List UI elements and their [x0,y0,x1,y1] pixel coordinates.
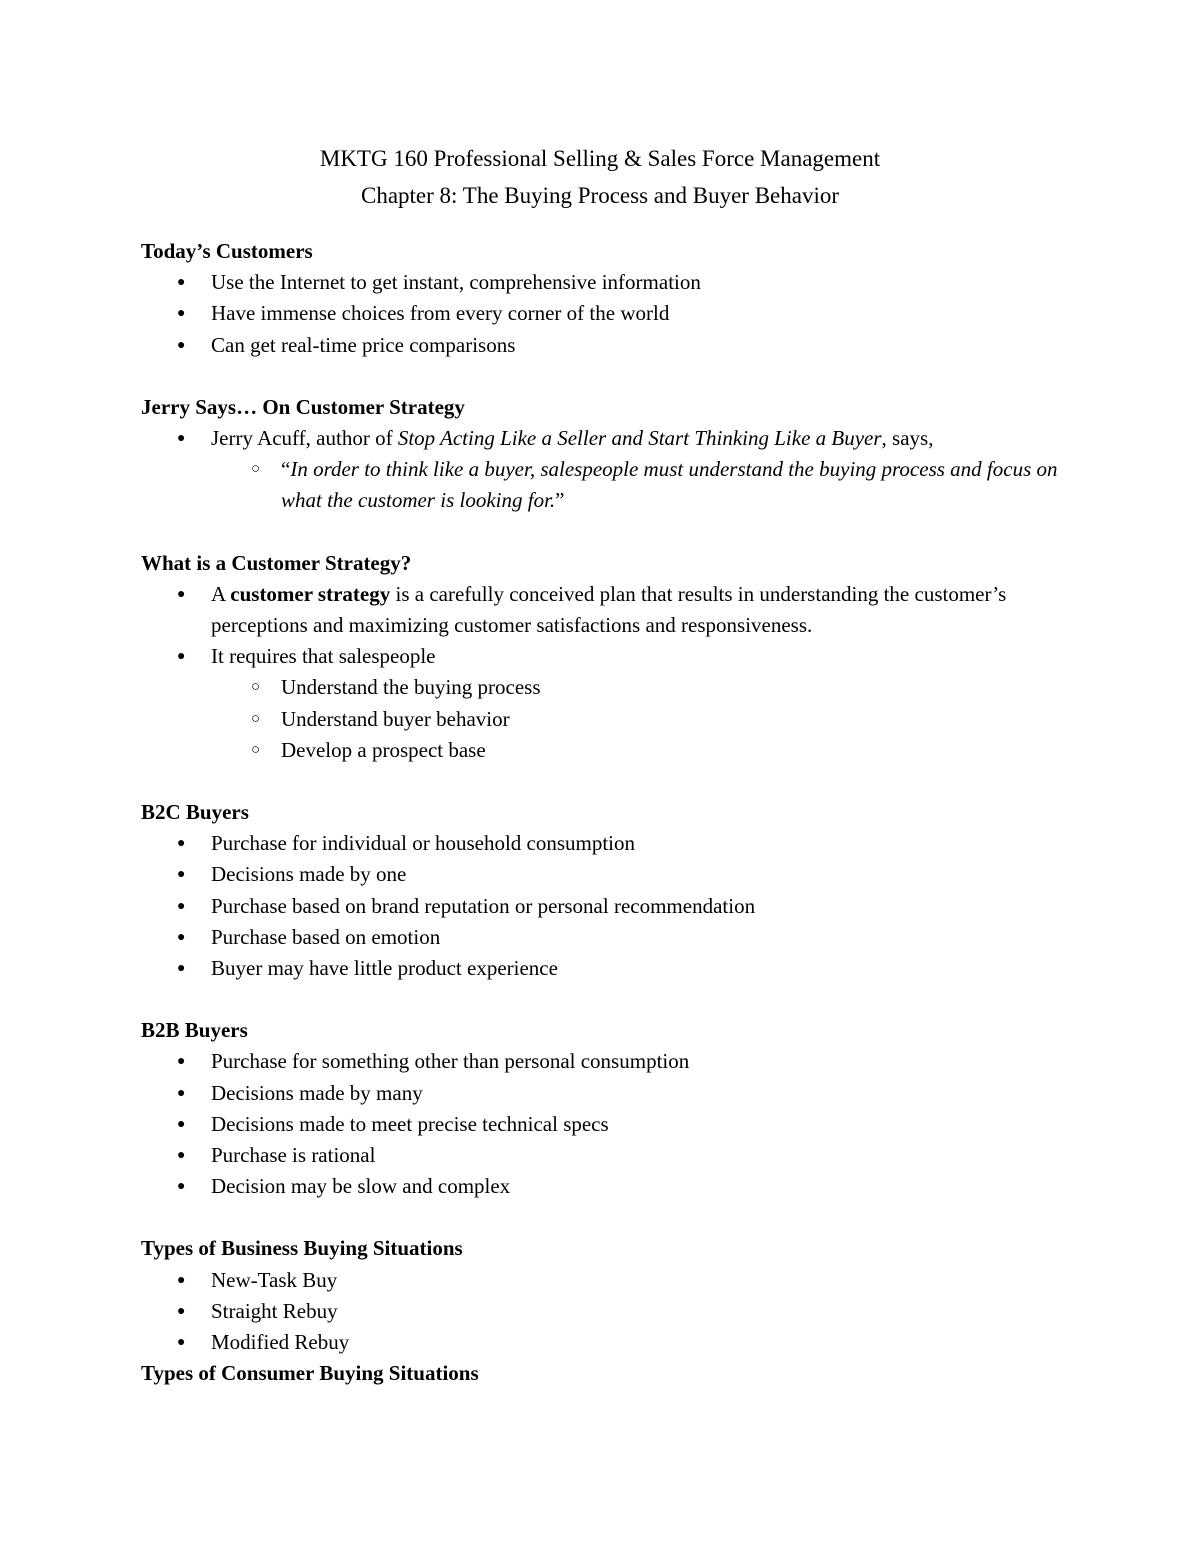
bullet-list [141,1046,1071,1202]
list-item: ● Can get real-time price comparisons [141,330,1071,361]
section-b2b-buyers [141,1015,1071,1202]
section-heading: Today’s Customers [141,239,313,263]
section-heading: Jerry Says… On Customer Strategy [141,394,465,419]
list-item: ● New-Task Buy [141,1265,1071,1296]
list-item: ● Purchase based on brand reputation or personal recommendation [141,891,1071,922]
section-jerry-says [141,392,1071,517]
list-item: ● Decisions made to meet precise technical specs [141,1109,1071,1140]
document-title [0,140,1200,214]
sub-list-item: ○ Understand buyer behavior [211,704,1071,735]
list-item: ● Have immense choices from every corner of the world [141,298,1071,329]
list-item: ● Purchase based on emotion [141,922,1071,953]
list-item [141,423,1071,517]
section-heading: What is a Customer Strategy? [141,550,412,575]
bullet-list [141,828,1071,984]
course-title: MKTG 160 Professional Selling & Sales Force Management [319,146,881,171]
item-text: is a carefully conceived plan that results in understanding the customer’s perceptions and maximizing customer satisfactions and responsiveness. [211,581,1007,638]
sub-bullet-list [211,672,1071,766]
section-heading: Types of Consumer Buying Situations [141,1361,479,1386]
bullet-list [141,579,1071,766]
list-item: ● Modified Rebuy [141,1327,1071,1358]
list-item [141,579,1071,641]
item-text: , says, [881,426,934,451]
bullet-list [141,423,1071,517]
list-item: ● Use the Internet to get instant, comprehensive information [141,267,1071,298]
list-item: ● Decisions made by one [141,859,1071,890]
quote-item [211,454,1071,516]
chapter-title: Chapter 8: The Buying Process and Buyer Behavior [360,183,839,208]
list-item: ● Straight Rebuy [141,1296,1071,1327]
list-item: ● Purchase for something other than personal consumption [141,1046,1071,1077]
item-text: Jerry Acuff, author of [211,426,398,451]
list-item: ● Buyer may have little product experience [141,953,1071,984]
list-item: ● Purchase is rational [141,1140,1071,1171]
item-text: It requires that salespeople [211,644,436,669]
sub-list-item: ○ Develop a prospect base [211,735,1071,766]
list-item: ● Purchase for individual or household consumption [141,828,1071,859]
list-item: ● Decisions made by many [141,1078,1071,1109]
item-text: A [211,581,231,606]
sub-list-item: ○ Understand the buying process [211,672,1071,703]
section-heading: Types of Business Buying Situations [141,1236,463,1261]
section-customer-strategy [141,548,1071,766]
quote-text: In order to think like a buyer, salespeople must understand the buying process and focus on what the customer is looking for. [281,457,1058,513]
section-business-buying-situations [141,1233,1071,1358]
section-todays-customers [141,236,1071,361]
quote-open-mark: “ [281,457,291,482]
list-item [141,641,1071,766]
section-heading: B2C Buyers [141,800,249,825]
section-b2c-buyers [141,797,1071,984]
bullet-list [141,267,1071,361]
bullet-list [141,1265,1071,1359]
quote-close-mark: ” [555,488,565,513]
sub-bullet-list [211,454,1071,516]
book-title: Stop Acting Like a Seller and Start Thinking Like a Buyer [397,426,882,451]
bold-term: customer strategy [230,581,391,606]
section-heading: B2B Buyers [141,1018,248,1043]
document-body [141,236,1071,1390]
list-item: ● Decision may be slow and complex [141,1171,1071,1202]
section-consumer-buying-situations [141,1358,1071,1389]
